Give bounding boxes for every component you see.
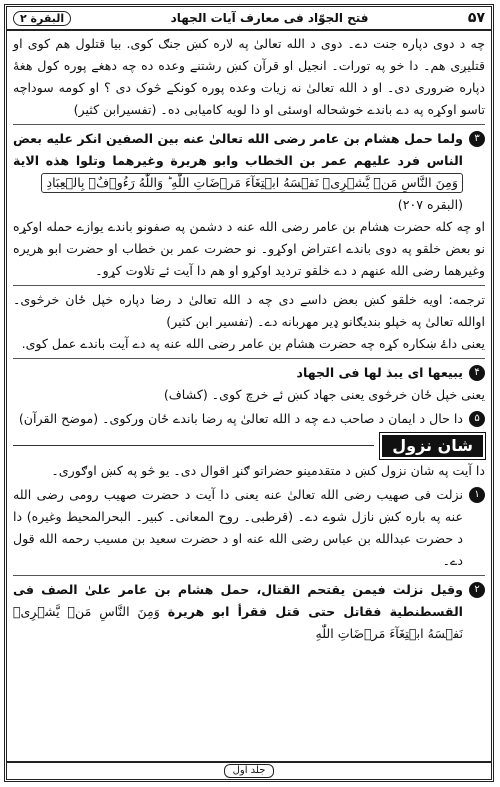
paragraph-kashaf: یعنی خپل ځان خرڅوی یعنی جهاد کښ ئے خرچ کوی۔ (کشاف) — [163, 387, 485, 402]
list-item-2 — [13, 579, 485, 645]
list-item-1 — [13, 484, 485, 572]
ayah-reference: (البقره ۲۰۷) — [397, 197, 463, 212]
page-footer — [7, 761, 491, 779]
item-number-badge: ۲ — [469, 582, 485, 598]
page-content — [7, 31, 491, 645]
divider — [13, 124, 485, 125]
list-item-5 — [13, 408, 485, 430]
page — [4, 4, 494, 782]
divider — [13, 358, 485, 359]
quran-ayah: وَمِنَ النَّاسِ مَنۡ يَّشۡرِىۡ نَفۡسَهُ ابۡتِغَآءَ مَرۡضَاتِ اللّٰهِ — [13, 604, 463, 641]
paragraph-translation: ترجمه: اویه خلقو کښ بعض داسے دی چه د الله تعالیٰ د رضا دپاره خپل ځان خرڅوی۔ اوالله تعالیٰ په خپلو بندیګانو ډیر مهربانه دے۔ (تفسیر ابن کثیر) — [13, 292, 485, 329]
paragraph-yani: یعنی داۓ ښکاره کړه چه حضرت هشام بن عامر رضی الله عنه په دے آیت باندے عمل کوی. — [21, 336, 485, 351]
section-heading-row — [13, 430, 485, 460]
item-number-badge: ۴ — [469, 365, 485, 381]
item-text: نزلت فی صهیب رضی الله تعالیٰ عنه یعنی دا آیت د حضرت صهیب رومی رضی الله عنه په باره کښ نازل شوے دے۔ (قرطبی۔ روح المعانی۔ کبیر۔ البحرالمحیط وغیره) دا د حضرت عبدالله بن عباس رضی الله عنه او د حضرت سعید بن مسیب رحمه الله قول دے۔ — [13, 487, 463, 568]
paragraph-shan-intro: دا آیت په شان نزول کښ د متقدمینو حضراتو ګنړ اقوال دی۔ یو څو په کښ اوګوری۔ — [51, 463, 485, 478]
book-title: فتح الجوّاد فی معارف آیات الجهاد — [170, 11, 369, 25]
page-number: ۵۷ — [467, 10, 485, 26]
list-item-3 — [13, 128, 485, 216]
divider — [13, 575, 485, 576]
page-header — [7, 7, 491, 31]
paragraph-explanation: او چه کله حضرت هشام بن عامر رضی الله عنه د دشمن په صفونو باندے یوازے حمله اوکړه نو بعض خلقو په دوی باندے اعتراض اوکړو۔ نو حضرت عمر بن خطاب او حضرت ابو هریره وغیرهما رضی الله عنهم د دے خلقو تردید اوکړو او هم دا آیت ئے تلاوت کړو۔ — [13, 219, 485, 278]
item-number-badge: ۵ — [469, 411, 485, 427]
arabic-quote: یبیعها ای یبذ لها فی الجهاد — [296, 365, 463, 380]
list-item-4 — [13, 362, 485, 384]
arabic-quote: وقیل نزلت فیمن یقتحم القتال، حمل هشام بن عامر علیٰ الصف فی القسطنطیة فقاتل حتی قتل فقرأ ابو هریرة — [13, 582, 463, 619]
arabic-quote: ولما حمل هشام بن عامر رضی الله تعالیٰ عنه بین الصفین انکر علیه بعض الناس فرد علیهم عمر بن الخطاب وابو هریرة وغیرهما وتلوا هذه الایة — [13, 131, 463, 168]
divider — [13, 285, 485, 286]
surah-tag: البقرة ۲ — [13, 11, 71, 26]
paragraph-intro: چه د دوی دپاره جنت دے۔ دوی د الله تعالیٰ په لاره کښ جنګ کوی. بیا قتلول هم کوی او قتلیږی هم۔ دا خو په تورات۔ انجیل او قرآن کښ رشتنے وعده ده چه دهغے پوره کول هغهٔ دپاره ضروری دی۔ او د الله تعالیٰ نه زیات وعده پوره کونکے څوک دی ؟ او کومه سوداچه تاسو اوکړه په دے باندے خوشحاله اوسئی او دا لویه کامیابی ده۔ (تفسیرابن کثیر) — [13, 36, 485, 117]
quran-ayah: وَمِنَ النَّاسِ مَنۡ يَّشۡرِىۡ نَفۡسَهُ ابۡتِغَآءَ مَرۡضَاتِ اللّٰهِ ؕ وَاللّٰهُ رَءُوۡفٌۢ بِالۡعِبَادِ — [41, 173, 463, 193]
item-number-badge: ۳ — [469, 131, 485, 147]
heading-rule — [13, 445, 374, 446]
item-text: دا حال د ایمان د صاحب دے چه د الله تعالیٰ په رضا باندے ځان ورکوی۔ (موضح القرآن) — [18, 411, 463, 426]
item-number-badge: ۱ — [469, 487, 485, 503]
section-heading: شان نزول — [380, 433, 485, 459]
volume-label: جلد اول — [224, 764, 275, 778]
